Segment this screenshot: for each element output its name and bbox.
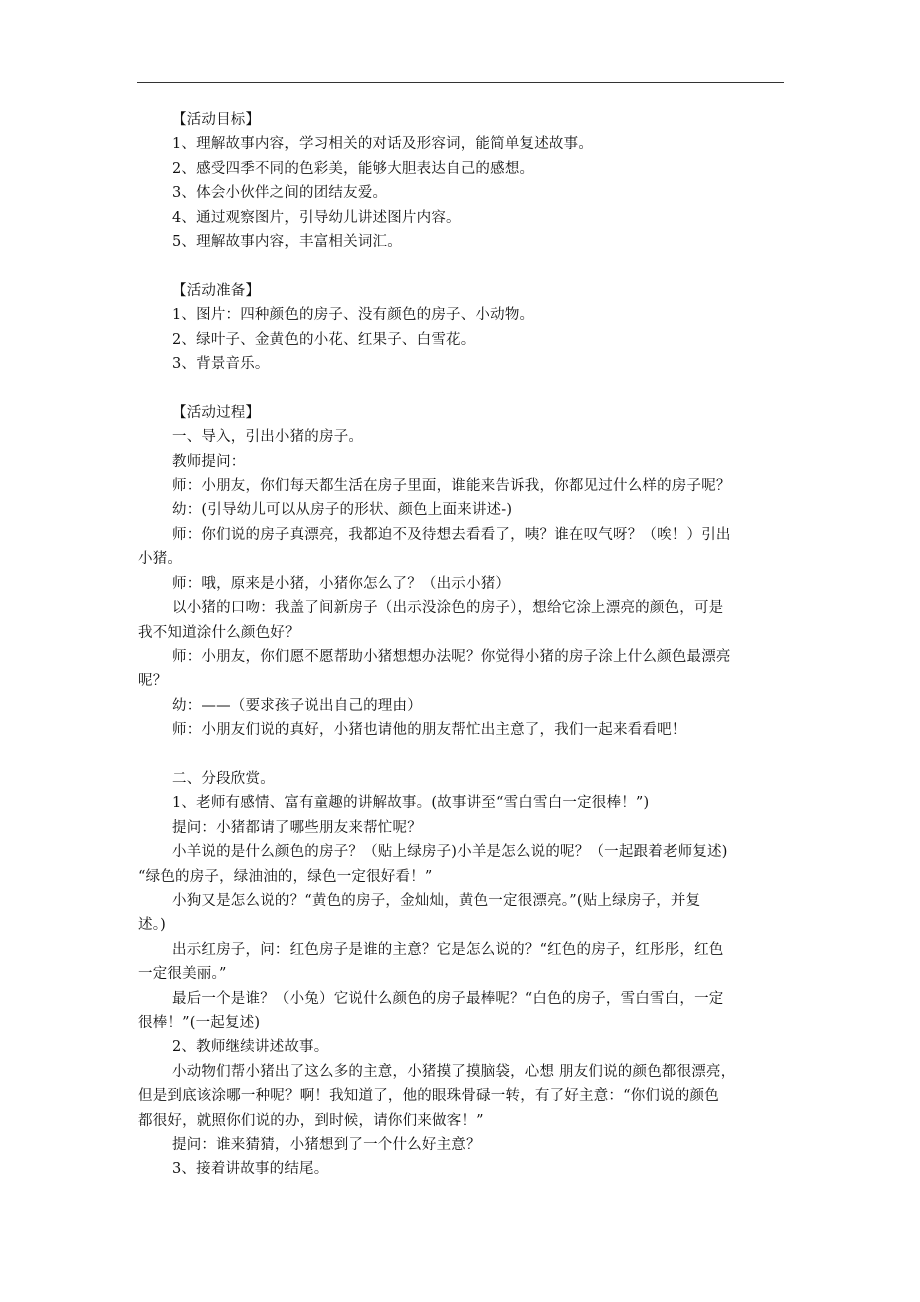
text-line: 【活动目标】 xyxy=(172,112,261,128)
text-line: 述。) xyxy=(138,917,167,934)
text-line: 小猪。 xyxy=(138,551,183,568)
text-line: 出示红房子，问：红色房子是谁的主意？它是怎么说的？“红色的房子，红彤彤，红色 xyxy=(172,941,724,958)
text-line: 师：小朋友，你们愿不愿帮助小猪想想办法呢？你觉得小猪的房子涂上什么颜色最漂亮 xyxy=(172,648,731,665)
text-line: 以小猪的口吻：我盖了间新房子（出示没涂色的房子），想给它涂上漂亮的颜色，可是 xyxy=(172,600,724,617)
header-rule xyxy=(137,82,784,83)
document-body xyxy=(138,108,788,1182)
text-line: 提问：谁来猜猜，小猪想到了一个什么好主意？ xyxy=(172,1137,481,1154)
text-line: 幼：——（要求孩子说出自己的理由） xyxy=(172,697,422,714)
text-line: 3、接着讲故事的结尾。 xyxy=(172,1161,329,1178)
text-line: 师：小朋友，你们每天都生活在房子里面，谁能来告诉我，你都见过什么样的房子呢？ xyxy=(172,478,731,495)
text-line: 1、图片：四种颜色的房子、没有颜色的房子、小动物。 xyxy=(172,307,535,324)
text-line: 师：哦，原来是小猪，小猪你怎么了？（出示小猪） xyxy=(172,575,511,592)
text-line: 很棒！”(一起复述) xyxy=(138,1014,261,1031)
text-line: 3、背景音乐。 xyxy=(172,356,270,373)
text-line: 师：小朋友们说的真好，小猪也请他的朋友帮忙出主意了，我们一起来看看吧！ xyxy=(172,722,687,739)
text-line: 幼：(引导幼儿可以从房子的形状、颜色上面来讲述-) xyxy=(172,502,513,519)
text-line: 4、通过观察图片，引导幼儿讲述图片内容。 xyxy=(172,209,461,226)
text-line: 小羊说的是什么颜色的房子？（贴上绿房子)小羊是怎么说的呢？（一起跟着老师复述) xyxy=(172,844,728,861)
text-line: 小动物们帮小猪出了这么多的主意，小猪摸了摸脑袋，心想 朋友们说的颜色都很漂亮， xyxy=(172,1063,736,1080)
text-line: 师：你们说的房子真漂亮，我都迫不及待想去看看了，咦？谁在叹气呀？（唉！）引出 xyxy=(172,526,731,543)
text-line: 呢？ xyxy=(138,673,168,690)
text-line: 1、理解故事内容，学习相关的对话及形容词，能简单复述故事。 xyxy=(172,136,594,153)
blank-line xyxy=(138,743,788,767)
text-line: 1、老师有感情、富有童趣的讲解故事。(故事讲至“雪白雪白一定很棒！”) xyxy=(172,795,650,812)
text-line: 小狗又是怎么说的？“黄色的房子，金灿灿，黄色一定很漂亮。”(贴上绿房子，并复 xyxy=(172,892,701,909)
blank-line xyxy=(138,254,788,278)
text-line: 最后一个是谁？（小兔）它说什么颜色的房子最棒呢？“白色的房子，雪白雪白，一定 xyxy=(172,990,724,1007)
text-line: 一定很美丽。” xyxy=(138,966,227,983)
text-line: “绿色的房子，绿油油的，绿色一定很好看！” xyxy=(138,868,433,885)
text-line: 【活动过程】 xyxy=(172,404,261,421)
text-line: 但是到底该涂哪一种呢？啊！我知道了，他的眼珠骨碌一转，有了好主意：“你们说的颜色 xyxy=(138,1088,719,1105)
text-line: 2、绿叶子、金黄色的小花、红果子、白雪花。 xyxy=(172,331,476,348)
text-line: 3、体会小伙伴之间的团结友爱。 xyxy=(172,185,388,202)
text-line: 2、教师继续讲述故事。 xyxy=(172,1039,329,1056)
text-line: 5、理解故事内容，丰富相关词汇。 xyxy=(172,234,402,251)
text-line: 二、分段欣赏。 xyxy=(172,770,275,787)
blank-line xyxy=(138,376,788,400)
text-line: 我不知道涂什么颜色好？ xyxy=(138,624,300,641)
text-line: 提问：小猪都请了哪些朋友来帮忙呢？ xyxy=(172,819,422,836)
text-line: 【活动准备】 xyxy=(172,282,261,299)
text-line: 教师提问： xyxy=(172,453,246,470)
text-line: 一、导入，引出小猪的房子。 xyxy=(172,429,364,446)
text-line: 都很好，就照你们说的办，到时候，请你们来做客！” xyxy=(138,1112,484,1129)
text-line: 2、感受四季不同的色彩美，能够大胆表达自己的感想。 xyxy=(172,160,535,177)
